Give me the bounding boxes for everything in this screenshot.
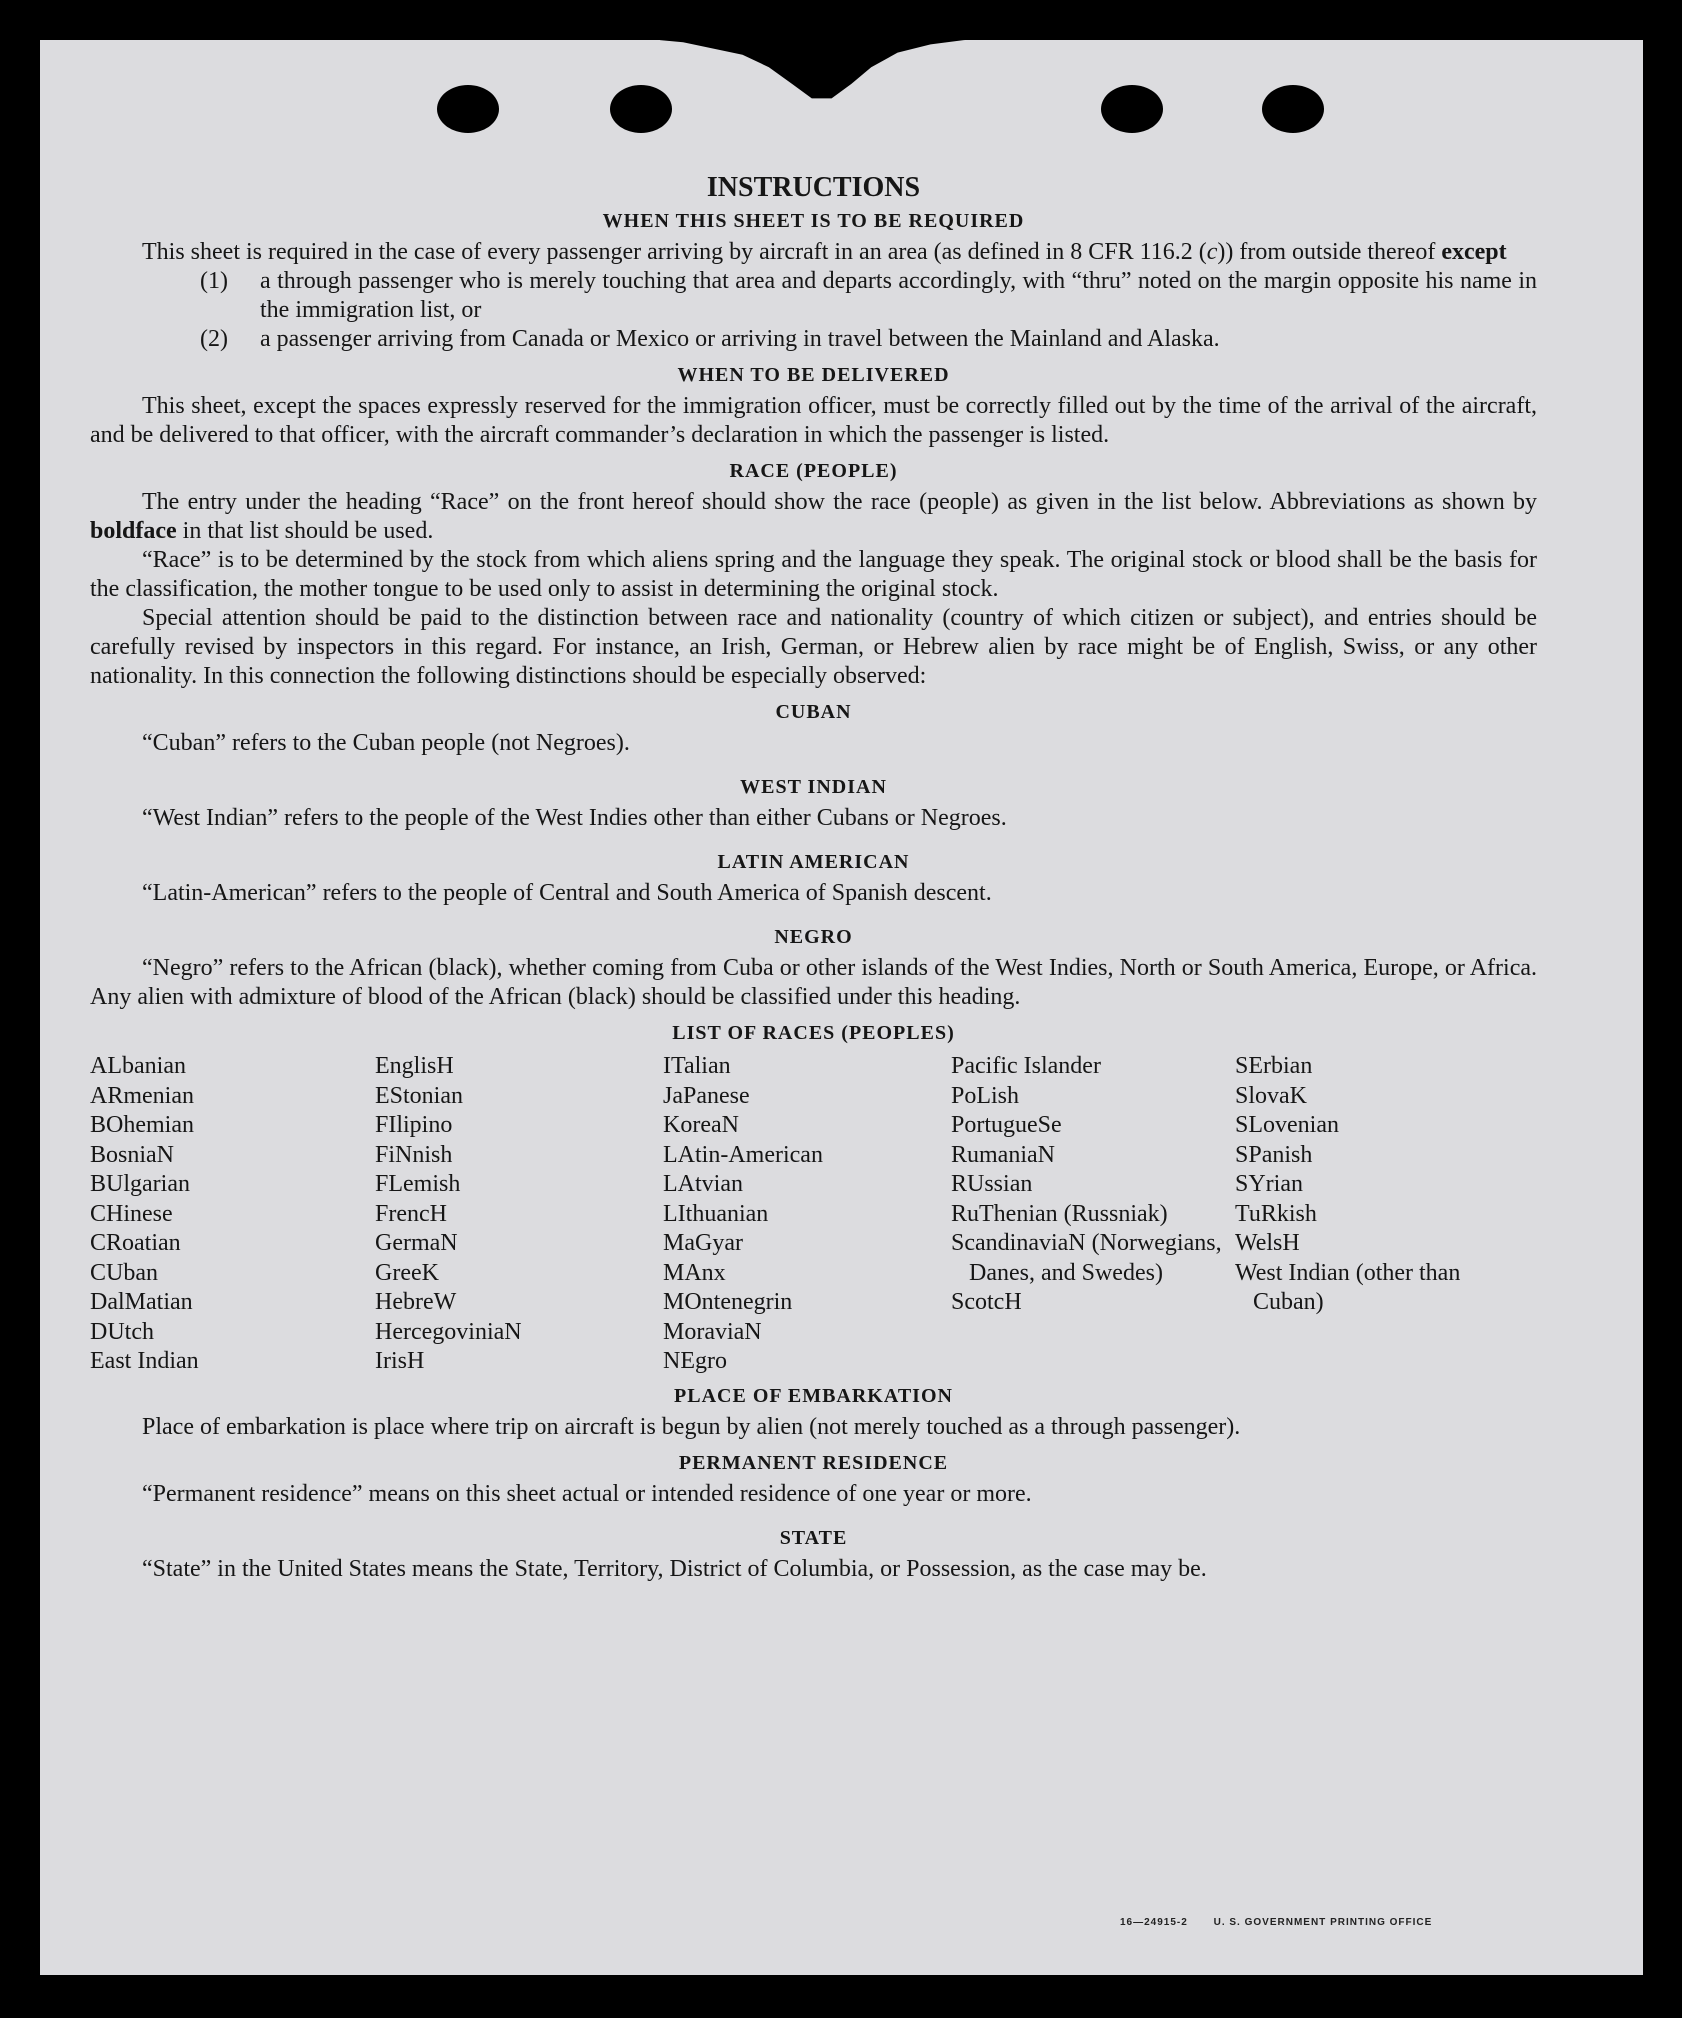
intro-text-b: )) from outside thereof (1217, 239, 1442, 265)
punch-hole (437, 85, 499, 133)
form-number: 16—24915-2 (1120, 1917, 1188, 1928)
races-column (951, 1052, 1235, 1377)
race-p1-text-b: in that list should be used. (176, 518, 434, 544)
race-item: NEgro (663, 1348, 727, 1374)
race-item: BosniaN (90, 1141, 174, 1168)
race-item: Pacific Islander (951, 1053, 1101, 1079)
race-item: GreeK (375, 1259, 439, 1286)
race-item: SlovaK (1235, 1082, 1307, 1109)
race-item: FrencH (375, 1200, 447, 1227)
race-item: SYrian (1235, 1171, 1303, 1197)
heading-negro: NEGRO (774, 926, 853, 948)
race-item: CUban (90, 1259, 158, 1286)
heading-when-required: WHEN THIS SHEET IS TO BE REQUIRED (602, 210, 1025, 232)
west-indian-text: “West Indian” refers to the people of the West Indies other than either Cubans or Negroes. (142, 805, 1007, 831)
heading-permanent-residence: PERMANENT RESIDENCE (678, 1451, 949, 1474)
race-paragraph-2: “Race” is to be determined by the stock from which aliens spring and the language they speak. The original stock or blood shall be the basis for the classification, the mother tongue to be used only to assist in determining the original stock. (90, 547, 1537, 602)
page-title: INSTRUCTIONS (706, 172, 921, 203)
race-item: SLovenian (1235, 1112, 1339, 1138)
race-item: GermaN (375, 1230, 458, 1256)
race-p1-boldface: boldface (90, 518, 177, 544)
race-item: SErbian (1235, 1053, 1313, 1079)
instructions-body (90, 170, 1537, 1584)
race-item: LIthuanian (663, 1200, 769, 1227)
exception-text: a through passenger who is merely touching that area and departs accordingly, with “thru” noted on the margin opposite his name in the immigration list, or (260, 268, 1537, 323)
race-item: EStonian (375, 1082, 463, 1109)
race-item: BOhemian (90, 1112, 194, 1138)
race-item: CRoatian (90, 1230, 181, 1256)
race-item: PoLish (951, 1082, 1020, 1109)
races-list (90, 1052, 1537, 1377)
race-item: ScotcH (951, 1289, 1022, 1315)
race-p1-text-a: The entry under the heading “Race” on the front hereof should show the race (people) as given in the list below. Abbreviations as shown by (142, 489, 1537, 515)
race-item: EnglisH (375, 1053, 454, 1079)
intro-text-c: c (1206, 239, 1218, 265)
races-column (375, 1052, 663, 1377)
race-item: DalMatian (90, 1289, 193, 1315)
exception-item (200, 267, 1537, 325)
race-item: DUtch (90, 1318, 154, 1345)
races-column (90, 1052, 375, 1377)
race-item: KoreaN (663, 1112, 739, 1138)
race-item: FIlipino (375, 1112, 453, 1138)
exception-item (200, 325, 1537, 354)
race-item: East Indian (90, 1348, 199, 1374)
heading-race: RACE (PEOPLE) (729, 460, 898, 482)
intro-text-except: except (1441, 239, 1507, 265)
race-item: HebreW (375, 1289, 457, 1315)
exception-text: a passenger arriving from Canada or Mexico or arriving in travel between the Mainland and Alaska. (260, 326, 1220, 352)
heading-state: STATE (779, 1526, 848, 1549)
race-item: RumaniaN (951, 1141, 1055, 1168)
punch-hole (1262, 85, 1324, 133)
heading-west-indian: WEST INDIAN (740, 776, 887, 798)
race-item: West Indian (other than Cuban) (1235, 1259, 1461, 1315)
race-item: MoraviaN (663, 1318, 762, 1345)
document-sheet (40, 40, 1643, 1975)
negro-text: “Negro” refers to the African (black), whether coming from Cuba or other islands of the West Indies, North or South America, Europe, or Africa. Any alien with admixture of blood of the African (black) should be classified under this heading. (90, 955, 1537, 1010)
race-item: MOntenegrin (663, 1289, 793, 1315)
race-item: ITalian (663, 1053, 731, 1079)
torn-edge (660, 36, 990, 140)
race-item: CHinese (90, 1200, 173, 1227)
heading-when-delivered: WHEN TO BE DELIVERED (677, 364, 950, 386)
exception-number: (2) (200, 326, 228, 352)
punch-hole (610, 85, 672, 133)
when-delivered-text: This sheet, except the spaces expressly reserved for the immigration officer, must be correctly filled out by the time of the arrival of the aircraft, and be delivered to that officer, with the aircraft commander’s declaration in which the passenger is listed. (90, 393, 1537, 448)
race-item: MAnx (663, 1259, 726, 1286)
race-item: PortugueSe (951, 1112, 1062, 1138)
race-item: FiNnish (375, 1141, 453, 1168)
punch-hole (1101, 85, 1163, 133)
race-item: BUlgarian (90, 1171, 190, 1197)
race-item: ARmenian (90, 1082, 194, 1109)
race-item: MaGyar (663, 1230, 743, 1256)
when-required-intro (90, 238, 1537, 267)
printer-name: U. S. GOVERNMENT PRINTING OFFICE (1213, 1917, 1433, 1928)
race-item: IrisH (375, 1348, 425, 1374)
race-item: TuRkish (1235, 1200, 1317, 1227)
race-item: HercegoviniaN (375, 1318, 522, 1345)
race-item: LAtin-American (663, 1141, 823, 1168)
races-column (663, 1052, 951, 1377)
latin-american-text: “Latin-American” refers to the people of Central and South America of Spanish descent. (142, 880, 992, 906)
heading-cuban: CUBAN (775, 701, 852, 723)
race-item: RUssian (951, 1171, 1033, 1197)
heading-embarkation: PLACE OF EMBARKATION (674, 1384, 953, 1407)
race-item: ALbanian (90, 1053, 186, 1079)
printer-imprint (1120, 1917, 1454, 1928)
race-item: WelsH (1235, 1230, 1300, 1256)
race-item: FLemish (375, 1171, 461, 1197)
intro-text-a: This sheet is required in the case of every passenger arriving by aircraft in an area (as defined in 8 CFR 116.2 ( (142, 239, 1207, 265)
exception-number: (1) (200, 268, 228, 294)
races-column (1235, 1052, 1495, 1377)
race-item: ScandinaviaN (Norwegians, Danes, and Swedes) (951, 1230, 1222, 1286)
race-paragraph-3: Special attention should be paid to the distinction between race and nationality (country of which citizen or subject), and entries should be carefully revised by inspectors in this regard. For instance, an Irish, German, or Hebrew alien by race might be of English, Swiss, or any other nationality. In this connection the following distinctions should be especially observed: (90, 605, 1537, 689)
race-item: LAtvian (663, 1171, 743, 1197)
race-item: RuThenian (Russniak) (951, 1200, 1168, 1227)
cuban-text: “Cuban” refers to the Cuban people (not Negroes). (142, 730, 630, 756)
permanent-residence-text: “Permanent residence” means on this sheet actual or intended residence of one year or more. (142, 1480, 1032, 1507)
race-item: SPanish (1235, 1141, 1313, 1168)
embarkation-text: Place of embarkation is place where trip on aircraft is begun by alien (not merely touched as a through passenger). (142, 1413, 1241, 1440)
race-item: JaPanese (663, 1082, 750, 1109)
heading-latin-american: LATIN AMERICAN (717, 851, 910, 873)
state-text: “State” in the United States means the State, Territory, District of Columbia, or Possession, as the case may be. (142, 1555, 1207, 1582)
heading-list-of-races: LIST OF RACES (PEOPLES) (672, 1022, 955, 1044)
race-paragraph-1 (90, 488, 1537, 546)
